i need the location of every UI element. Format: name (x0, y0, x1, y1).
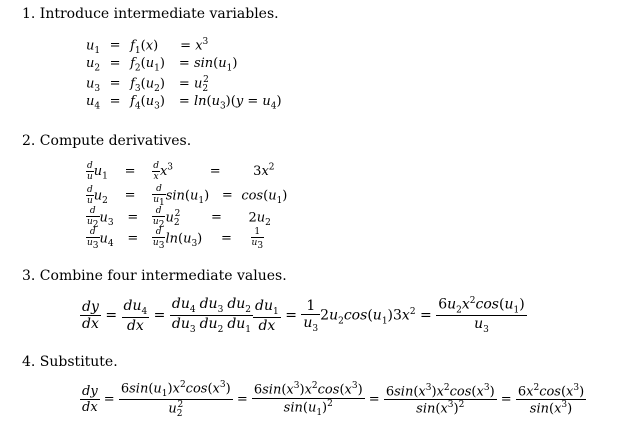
step4-equation: $\frac{dy}{dx}$ = $\frac{6\sin(u_1)x^2\cos(x^3)}{u_2^2}$ = $\frac{6\sin(x^3)x^2\cos(x^3)}{\sin(u_1)^2}$ = $\frac{6\sin(x^3)x^2\cos(x^3)}{\sin(x^3)^2}$ = $\frac{6x^2\cos(x^3)}{\sin(x^3)}$ (82, 380, 585, 419)
section-title-2: 2. Compute derivatives. (22, 133, 192, 149)
section-title-1: 1. Introduce intermediate variables. (22, 6, 279, 22)
step1-row-3: $u_3 = f_3(u_2) = u_2^2$ (86, 75, 209, 94)
step2-row-4: $\frac{d}{u_3}$ $u_4$ = $\frac{d}{u_3}$ $\ln(u_3)$ = $\frac{1}{u_3}$ (87, 227, 264, 251)
step2-row-2: $\frac{d}{u}$ $u_2$ = $\frac{d}{u_1}$ $\sin(u_1) = \cos(u_1)$ (87, 184, 288, 208)
step3-equation: $\frac{dy}{dx}$ = $\frac{du_4}{dx}$ = $\frac{du_4}{du_3}$ $\frac{du_3}{du_2}$ $\frac{du_2}{du_1}$ $\frac{du_1}{dx}$ = $\frac{1}{u_3}$ $2u_2\cos(u_1)3x^2$ = $\frac{6u_2x^2\cos(u_1)}{u_3}$ (82, 296, 525, 336)
step2-row-3: $\frac{d}{u_2}$ $u_3$ = $\frac{d}{u_2}$ $u_2^2 = 2u_2$ (87, 206, 271, 230)
step2-row-1: $\frac{d}{u}$ $u_1$ = $\frac{d}{x}$ $x^3 = 3x^2$ (87, 161, 275, 182)
step1-row-4: $u_4 = f_4(u_3) = \ln(u_3)(y = u_4)$ (86, 94, 282, 112)
section-title-4: 4. Substitute. (22, 354, 118, 370)
section-title-3: 3. Combine four intermediate values. (22, 268, 287, 284)
step1-row-2: $u_2 = f_2(u_1) = \sin(u_1)$ (86, 56, 238, 74)
step1-row-1: $u_1 = f_1(x) = x^3$ (86, 37, 209, 56)
